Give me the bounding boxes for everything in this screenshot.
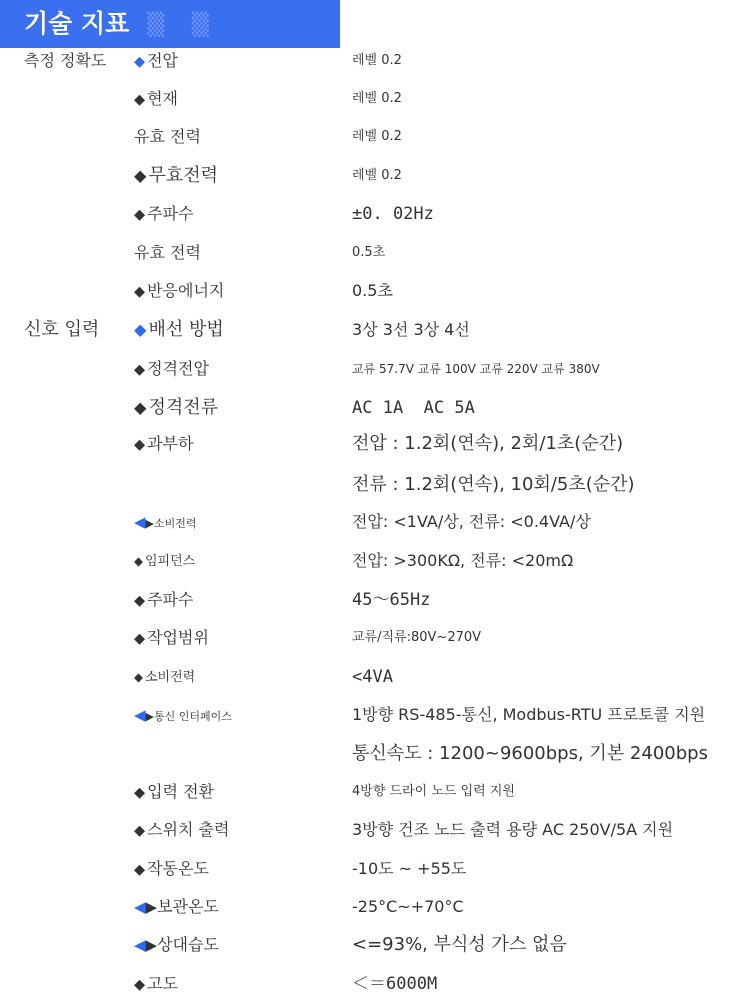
spec-label: ◆ 작동온도 [134, 859, 209, 878]
spec-row [0, 234, 750, 272]
spec-row [0, 811, 750, 849]
spec-label: ◀▶통신 인터페이스 [134, 696, 232, 736]
spec-row [0, 888, 750, 926]
spec-value: 1방향 RS-485-통신, Modbus-RTU 프로토콜 지원 [352, 705, 706, 724]
diamond-icon: ◆ [134, 862, 146, 878]
spec-label: ◆ 고도 [134, 974, 178, 993]
spec-row [0, 850, 750, 888]
spec-row [0, 118, 750, 156]
spec-row [0, 735, 750, 773]
spec-value: -25°C~+70°C [352, 897, 464, 916]
spec-label: 유효 전력 [134, 243, 201, 262]
right-triangle-icon: ▶ [145, 936, 158, 954]
diamond-icon: ◆ [134, 593, 146, 609]
blue-left-triangle-icon: ◀ [134, 706, 146, 724]
spec-value: 전압: >300KΩ, 전류: <20mΩ [352, 551, 574, 570]
spec-label: ◆ 주파수 [134, 204, 194, 223]
blue-diamond-icon: ◆ [134, 320, 147, 339]
spec-value: 전압 : 1.2회(연속), 2회/1초(순간) [352, 433, 624, 454]
spec-row [0, 350, 750, 388]
spec-row [0, 311, 750, 349]
spec-value: 교류 57.7V 교류 100V 교류 220V 교류 380V [352, 362, 600, 376]
spec-row [0, 195, 750, 233]
spec-row [0, 80, 750, 118]
diamond-icon: ◆ [134, 166, 147, 185]
spec-value: 레벨 0.2 [352, 168, 402, 183]
spec-row [0, 542, 750, 580]
spec-row [0, 658, 750, 696]
spec-value: 전류 : 1.2회(연속), 10회/5초(순간) [352, 474, 635, 495]
spec-row [0, 503, 750, 541]
spec-value: 교류/직류:80V~270V [352, 630, 482, 645]
spec-row [0, 425, 750, 463]
spec-label: ◆ 스위치 출력 [134, 820, 230, 839]
spec-row [0, 965, 750, 1003]
spec-label: ◀▶상대습도 [134, 926, 219, 964]
spec-value: 레벨 0.2 [352, 53, 402, 68]
diamond-icon: ◆ [134, 284, 146, 300]
spec-label: ◆ 무효전력 [134, 165, 219, 186]
right-triangle-icon: ▶ [145, 517, 155, 530]
spec-value: AC 1A AC 5A [352, 398, 475, 418]
category-label: 신호 입력 [24, 319, 100, 340]
diamond-icon: ◆ [134, 554, 143, 568]
diamond-icon: ◆ [134, 631, 146, 647]
diamond-icon: ◆ [134, 823, 146, 839]
spec-value: 전압: <1VA/상, 전류: <0.4VA/상 [352, 512, 591, 531]
spec-value: 0.5초 [352, 281, 393, 300]
blue-left-triangle-icon: ◀ [134, 898, 146, 916]
diamond-icon: ◆ [134, 785, 146, 801]
spec-row [0, 581, 750, 619]
spec-value: 3방향 건조 노드 출력 용량 AC 250V/5A 지원 [352, 820, 674, 839]
spec-value: 45～65Hz [352, 590, 431, 610]
spec-value: -10도 ~ +55도 [352, 859, 467, 878]
spec-value: <4VA [352, 667, 393, 687]
diamond-icon: ◆ [134, 977, 146, 993]
spec-row [0, 696, 750, 734]
spec-label: ◀▶소비전력 [134, 503, 197, 543]
spec-row [0, 619, 750, 657]
header-watermark-decoration: ▒ ▒ [147, 13, 219, 38]
spec-label: 유효 전력 [134, 127, 201, 146]
spec-value: 통신속도 : 1200~9600bps, 기본 2400bps [352, 743, 708, 764]
spec-label: ◆ 반응에너지 [134, 281, 225, 300]
diamond-icon: ◆ [134, 670, 143, 684]
blue-left-triangle-icon: ◀ [134, 513, 146, 531]
spec-label: ◆ 배선 방법 [134, 319, 224, 340]
spec-label: ◆ 과부하 [134, 434, 194, 453]
right-triangle-icon: ▶ [145, 710, 155, 723]
diamond-icon: ◆ [134, 92, 146, 108]
spec-label: ◆ 작업범위 [134, 628, 209, 647]
spec-value: 레벨 0.2 [352, 129, 402, 144]
diamond-icon: ◆ [134, 362, 146, 378]
spec-label: ◆ 정격전압 [134, 359, 209, 378]
spec-value: 3상 3선 3상 4선 [352, 320, 470, 339]
diamond-icon: ◆ [134, 207, 146, 223]
spec-row [0, 773, 750, 811]
spec-label: ◀▶보관온도 [134, 888, 219, 926]
spec-row [0, 466, 750, 504]
spec-label: ◆ 입력 전환 [134, 782, 214, 801]
spec-row [0, 926, 750, 964]
category-label: 측정 정확도 [24, 51, 107, 70]
spec-value: <=93%, 부식성 가스 없음 [352, 934, 567, 955]
spec-label: ◆ 현재 [134, 89, 178, 108]
diamond-icon: ◆ [134, 437, 146, 453]
spec-label: ◆ 주파수 [134, 590, 194, 609]
spec-row [0, 42, 750, 80]
spec-value: ＜＝6000M [352, 974, 438, 994]
blue-left-triangle-icon: ◀ [134, 936, 146, 954]
spec-row [0, 272, 750, 310]
spec-label: ◆ 임피던스 [134, 554, 196, 569]
blue-diamond-icon: ◆ [134, 54, 146, 70]
page-title: 기술 지표 [24, 9, 130, 38]
spec-row [0, 157, 750, 195]
spec-value: 4방향 드라이 노드 입력 지원 [352, 784, 515, 799]
spec-value: 0.5초 [352, 245, 386, 260]
spec-value: ±0. 02Hz [352, 204, 434, 224]
spec-label: ◆ 전압 [134, 51, 178, 70]
right-triangle-icon: ▶ [145, 898, 158, 916]
spec-label: ◆ 정격전류 [134, 397, 219, 418]
spec-row [0, 389, 750, 427]
spec-label: ◆ 소비전력 [134, 670, 196, 685]
diamond-icon: ◆ [134, 398, 147, 417]
spec-value: 레벨 0.2 [352, 91, 402, 106]
